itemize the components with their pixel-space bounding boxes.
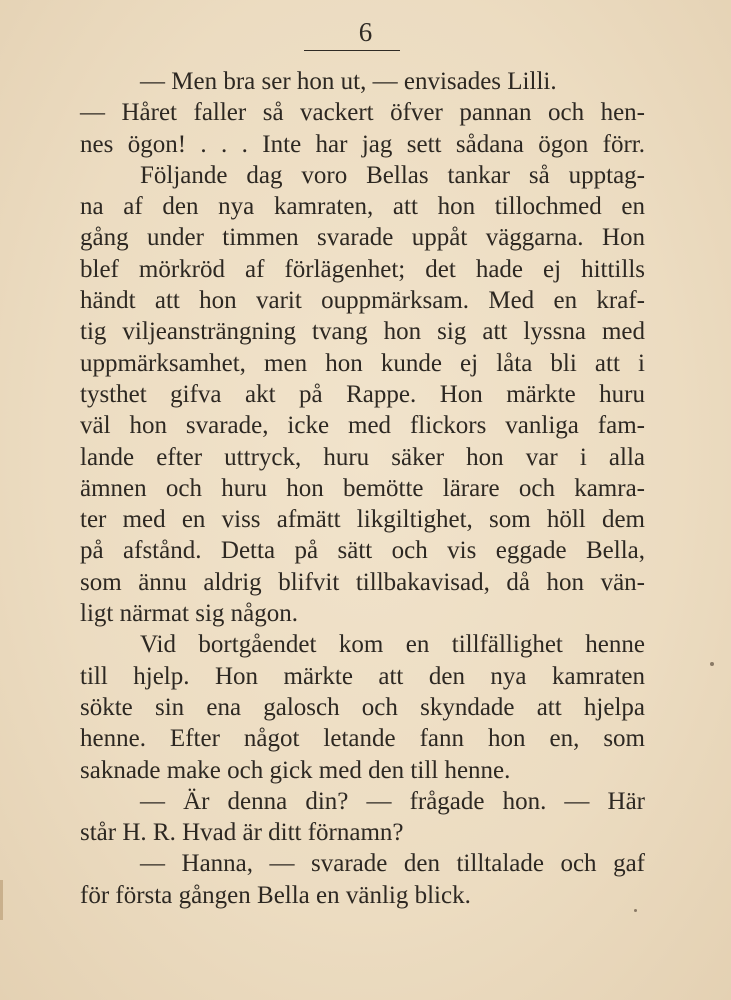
- text-line: nes ögon! . . . Inte har jag sett sådana ögon förr.: [80, 130, 645, 158]
- ink-speck: [710, 662, 714, 666]
- text-line: — Men bra ser hon ut, — envisades Lilli.: [140, 68, 557, 95]
- text-line: lande efter uttryck, huru säker hon var i alla: [80, 443, 645, 471]
- text-line: händt att hon varit ouppmärksam. Med en kraf-: [80, 287, 645, 315]
- text-line: står H. R. Hvad är ditt förnamn?: [80, 819, 404, 847]
- text-line: Vid bortgåendet kom en tillfällighet henne: [140, 631, 645, 659]
- text-line: — Håret faller så vackert öfver pannan och hen-: [80, 99, 645, 127]
- page-header: [0, 16, 731, 48]
- text-line: ämnen och huru hon bemötte lärare och kamra-: [80, 474, 645, 502]
- text-line: gång under timmen svarade uppåt väggarna. Hon: [80, 224, 645, 252]
- text-line: Följande dag voro Bellas tankar så upptag-: [140, 161, 645, 189]
- text-line: — Hanna, — svarade den tilltalade och gaf: [140, 850, 645, 878]
- header-rule: [304, 50, 400, 51]
- page-number: 6: [358, 17, 373, 47]
- ink-speck: [634, 909, 637, 912]
- text-line: — Är denna din? — frågade hon. — Här: [140, 787, 645, 815]
- text-line: ligt närmat sig någon.: [80, 600, 299, 628]
- text-line: för första gången Bella en vänlig blick.: [80, 881, 471, 909]
- text-line: ter med en viss afmätt likgiltighet, som höll dem: [80, 506, 645, 534]
- text-line: tig viljeansträngning tvang hon sig att lyssna med: [80, 318, 645, 346]
- text-line: tysthet gifva akt på Rappe. Hon märkte huru: [80, 380, 645, 408]
- body-text: [80, 66, 645, 911]
- text-line: henne. Efter något letande fann hon en, som: [80, 725, 645, 753]
- text-line: uppmärksamhet, men hon kunde ej låta bli att i: [80, 349, 645, 377]
- page-edge-mark: [0, 880, 3, 920]
- text-line: blef mörkröd af förlägenhet; det hade ej hittills: [80, 255, 645, 283]
- text-line: na af den nya kamraten, att hon tillochmed en: [80, 193, 645, 221]
- text-line: som ännu aldrig blifvit tillbakavisad, då hon vän-: [80, 568, 645, 596]
- text-line: på afstånd. Detta på sätt och vis eggade Bella,: [80, 537, 645, 565]
- text-line: sökte sin ena galosch och skyndade att hjelpa: [80, 693, 645, 721]
- text-line: saknade make och gick med den till henne.: [80, 756, 511, 784]
- text-line: väl hon svarade, icke med flickors vanliga fam-: [80, 412, 645, 440]
- text-line: till hjelp. Hon märkte att den nya kamraten: [80, 662, 645, 690]
